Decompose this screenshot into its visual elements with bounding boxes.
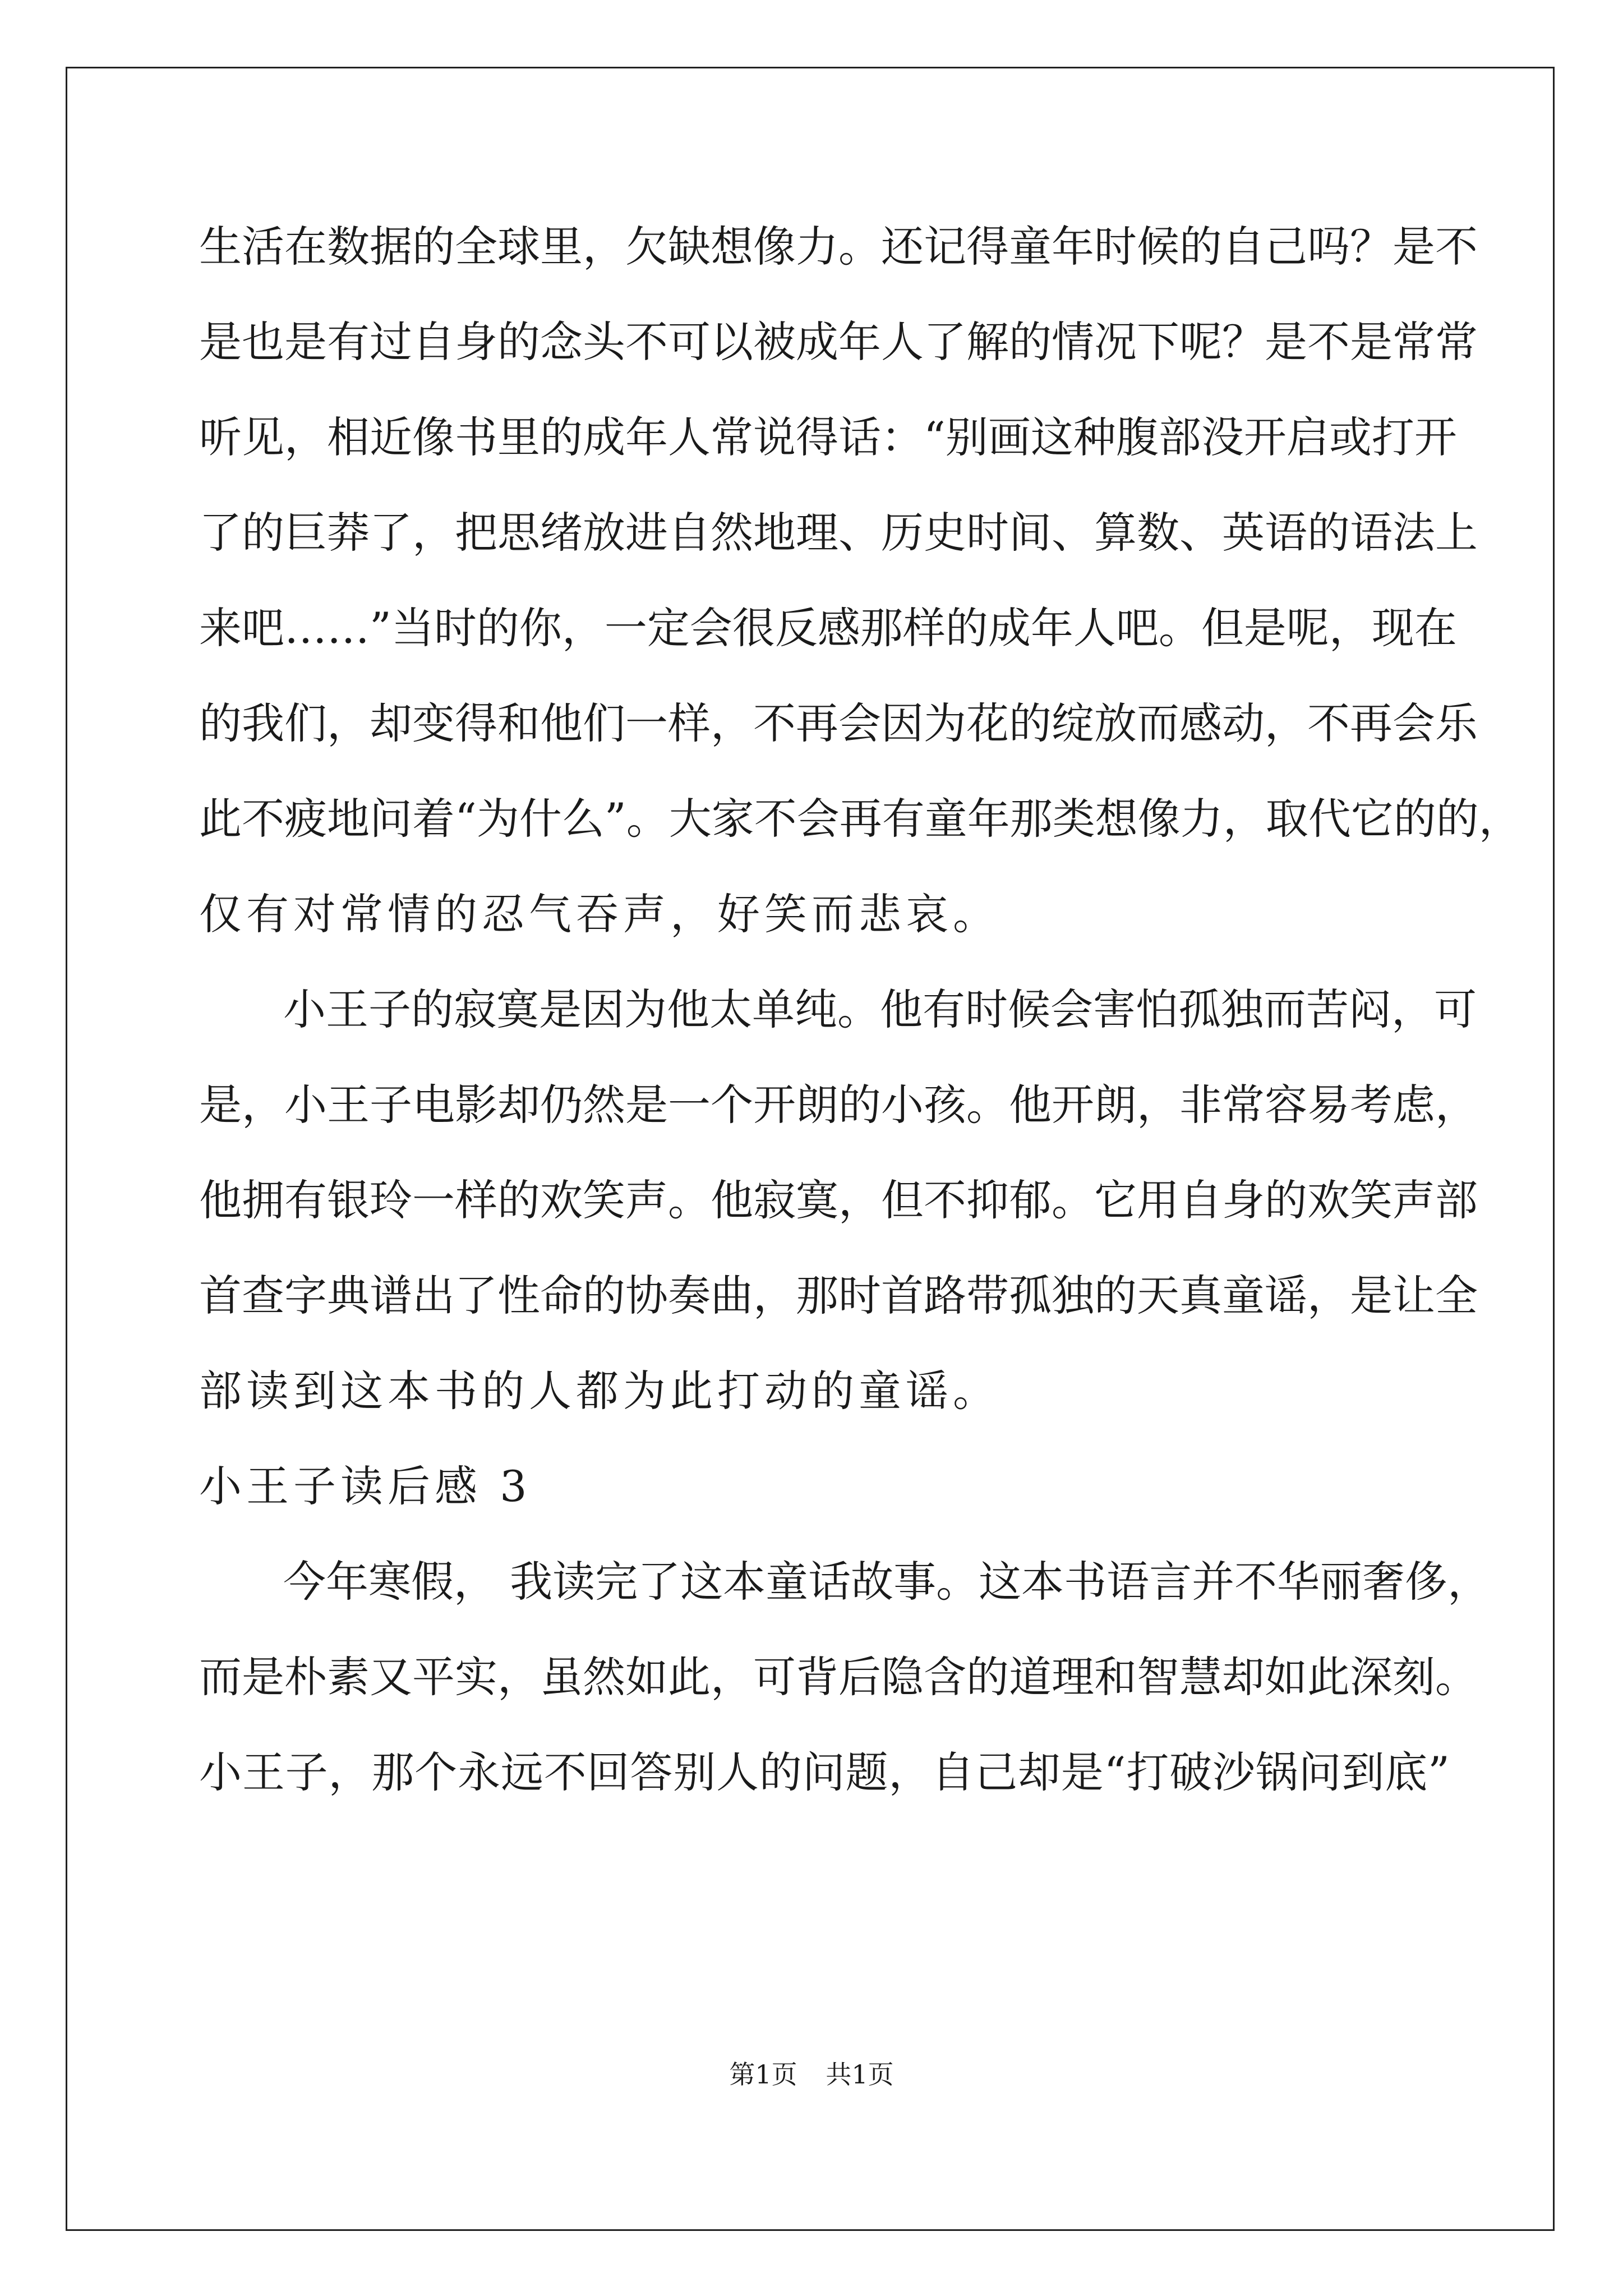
paragraph-line: 他拥有银玲一样的欢笑声。他寂寞，但不抑郁。它用自身的欢笑声部 [199,1175,1478,1225]
paragraph-line: 生活在数据的全球里，欠缺想像力。还记得童年时候的自己吗？是不 [199,222,1478,272]
paragraph-line: 来吧……”当时的你，一定会很反感那样的成年人吧。但是呢，现在 [199,603,1457,653]
page-footer [0,2054,1623,2091]
paragraph-line: 是也是有过自身的念头不可以被成年人了解的情况下呢？是不是常常 [199,317,1478,367]
document-body [199,199,1521,1820]
paragraph-line: 是，小王子电影却仍然是一个开朗的小孩。他开朗，非常容易考虑， [199,1080,1478,1130]
paragraph-line: 小王子的寂寞是因为他太单纯。他有时候会害怕孤独而苦闷，可 [283,984,1477,1034]
paragraph-line: 首查字典谱出了性命的协奏曲，那时首路带孤独的天真童谣，是让全 [199,1271,1478,1320]
paragraph-line: 此不疲地问着“为什么”。大家不会再有童年那类想像力，取代它的的， [199,794,1521,844]
paragraph-line: 仅有对常情的忍气吞声，好笑而悲哀。 [199,889,1000,939]
paragraph-line: 听见，相近像书里的成年人常说得话：“别画这种腹部没开启或打开 [199,412,1457,462]
page-number: 第1页 [729,2059,797,2090]
paragraph-line: 今年寒假， 我读完了这本童话故事。这本书语言并不华丽奢侈， [283,1557,1491,1607]
section-heading: 小王子读后感 3 [199,1461,532,1511]
page-total: 共1页 [826,2059,894,2090]
paragraph-line: 的我们，却变得和他们一样，不再会因为花的绽放而感动，不再会乐 [199,698,1478,748]
paragraph-line: 了的巨莽了，把思绪放进自然地理、历史时间、算数、英语的语法上 [199,508,1478,558]
paragraph-line: 而是朴素又平实，虽然如此，可背后隐含的道理和智慧却如此深刻。 [199,1652,1478,1702]
paragraph-line: 部读到这本书的人都为此打动的童谣。 [199,1366,1000,1416]
paragraph-line: 小王子，那个永远不回答别人的问题，自己却是“打破沙锅问到底” [199,1747,1450,1797]
